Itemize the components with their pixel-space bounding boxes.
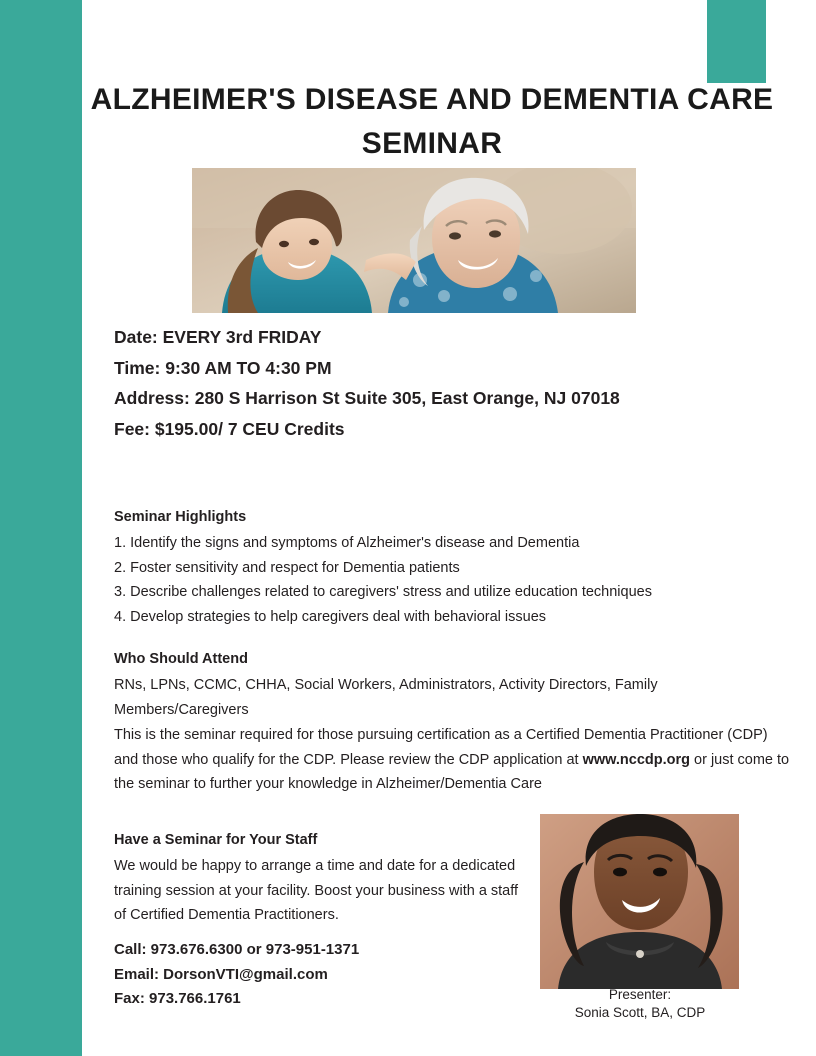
contact-fax: Fax: 973.766.1761 — [114, 990, 241, 1007]
list-item: 2. Foster sensitivity and respect for Dementia patients — [114, 559, 460, 576]
staff-heading: Have a Seminar for Your Staff — [114, 832, 318, 848]
presenter-label: Presenter: — [608, 987, 672, 1002]
list-item: 3. Describe challenges related to caregivers' stress and utilize education techniques — [114, 584, 652, 601]
highlights-list — [114, 531, 794, 629]
presenter-caption — [512, 986, 768, 1022]
fact-date: Date: EVERY 3rd FRIDAY — [114, 327, 322, 347]
attend-heading: Who Should Attend — [114, 651, 248, 667]
page-title: ALZHEIMER'S DISEASE AND DEMENTIA CARE SEMINAR — [90, 83, 774, 160]
highlights-heading: Seminar Highlights — [114, 509, 247, 525]
attend-audience: RNs, LPNs, CCMC, CHHA, Social Workers, Administrators, Activity Directors, Family Members/Caregivers — [114, 677, 658, 718]
presenter-portrait-photo — [540, 814, 739, 989]
list-item: 4. Develop strategies to help caregivers deal with behavioral issues — [114, 608, 547, 625]
fact-time: Time: 9:30 AM TO 4:30 PM — [114, 357, 332, 378]
flyer-page — [82, 0, 816, 1056]
caregiver-with-elderly-woman-photo — [192, 168, 636, 313]
attend-body-after-link: or just come to the seminar to further your knowledge in Alzheimer/Dementia Care — [114, 751, 790, 793]
list-item: 1. Identify the signs and symptoms of Alzheimer's disease and Dementia — [114, 535, 580, 551]
attend-body-before-link: This is the seminar required for those pursuing certification as a Certified Dementia Practitioner (CDP) and those who qualify for the CDP. Please review the CDP application at — [114, 727, 768, 768]
who-should-attend-section — [114, 647, 794, 797]
bottom-white-strip — [82, 1030, 816, 1056]
attend-body — [114, 723, 794, 797]
seminar-highlights-section — [114, 505, 794, 629]
contact-email[interactable]: Email: DorsonVTI@gmail.com — [114, 965, 328, 983]
nccdp-link[interactable]: www.nccdp.org — [582, 751, 690, 768]
contact-section — [114, 938, 534, 1012]
presenter-name: Sonia Scott, BA, CDP — [574, 1005, 706, 1020]
seminar-for-staff-section — [114, 828, 534, 928]
fact-fee: Fee: $195.00/ 7 CEU Credits — [114, 418, 345, 439]
seminar-facts — [114, 322, 714, 444]
staff-body: We would be happy to arrange a time and date for a dedicated training session at your facility. Boost your business with a staff of Certified Dementia Practitioners. — [114, 858, 519, 924]
left-accent-band — [0, 0, 82, 1056]
fact-address: Address: 280 S Harrison St Suite 305, East Orange, NJ 07018 — [114, 388, 620, 408]
contact-call[interactable]: Call: 973.676.6300 or 973-951-1371 — [114, 941, 360, 958]
